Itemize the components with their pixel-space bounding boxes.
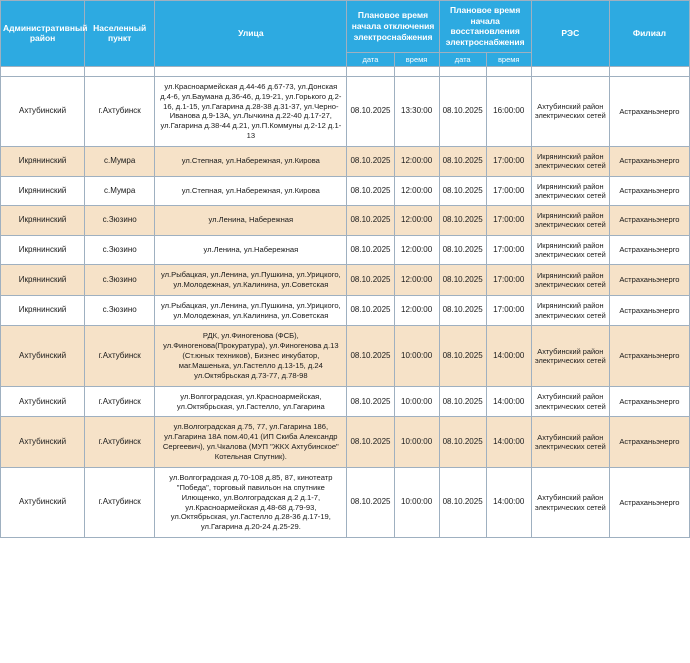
table-spacer-cell (85, 66, 155, 76)
cell-off-date: 08.10.2025 (347, 265, 394, 296)
cell-branch: Астраханьэнерго (609, 417, 689, 467)
table-spacer-cell (439, 66, 486, 76)
cell-settlement: г.Ахтубинск (85, 386, 155, 417)
cell-res: Икрянинский район электрических сетей (531, 295, 609, 326)
cell-district: Ахтубинский (1, 326, 85, 386)
cell-settlement: с.Зюзино (85, 295, 155, 326)
table-row (1, 417, 690, 467)
cell-on-date: 08.10.2025 (439, 176, 486, 206)
table-spacer-cell (155, 66, 347, 76)
cell-off-time: 10:00:00 (394, 326, 439, 386)
column-header-district: Административный район (1, 1, 85, 67)
cell-res: Икрянинский район электрических сетей (531, 147, 609, 177)
cell-settlement: г.Ахтубинск (85, 76, 155, 146)
cell-res: Ахтубинский район электрических сетей (531, 76, 609, 146)
cell-settlement: г.Ахтубинск (85, 467, 155, 537)
cell-on-date: 08.10.2025 (439, 206, 486, 236)
table-spacer-cell (486, 66, 531, 76)
column-header-off-time: время (394, 52, 439, 66)
cell-street: ул.Красноармейская д.44-46 д.67-73, ул.Донская д.4-6, ул.Баумана д.36-46, д.19-21, ул.Горького д.2-16, д.1-15, ул.Гагарина д.28-38 д.31-37, ул.Черно-Иванова д.9-13А, ул.Лычкина д.22-40 д.17-27, ул.Гагарина д.38-44 д.21, ул.П.Коммуны д.2-12 д.1-13 (155, 76, 347, 146)
cell-on-time: 17:00:00 (486, 265, 531, 296)
cell-street: ул.Рыбацкая, ул.Ленина, ул.Пушкина, ул.Урицкого, ул.Молодежная, ул.Калинина, ул.Советская (155, 295, 347, 326)
cell-settlement: с.Зюзино (85, 206, 155, 236)
cell-district: Ахтубинский (1, 467, 85, 537)
cell-district: Ахтубинский (1, 76, 85, 146)
table-spacer-cell (1, 66, 85, 76)
table-body (1, 66, 690, 537)
cell-res: Ахтубинский район электрических сетей (531, 386, 609, 417)
cell-on-time: 17:00:00 (486, 206, 531, 236)
cell-branch: Астраханьэнерго (609, 326, 689, 386)
cell-on-date: 08.10.2025 (439, 265, 486, 296)
cell-off-time: 12:00:00 (394, 147, 439, 177)
table-row (1, 326, 690, 386)
column-header-res: РЭС (531, 1, 609, 67)
cell-off-time: 12:00:00 (394, 265, 439, 296)
cell-branch: Астраханьэнерго (609, 76, 689, 146)
cell-on-time: 17:00:00 (486, 147, 531, 177)
cell-district: Икрянинский (1, 206, 85, 236)
table-spacer-cell (347, 66, 394, 76)
column-header-branch: Филиал (609, 1, 689, 67)
cell-on-time: 16:00:00 (486, 76, 531, 146)
cell-off-time: 10:00:00 (394, 386, 439, 417)
cell-settlement: с.Зюзино (85, 265, 155, 296)
cell-res: Икрянинский район электрических сетей (531, 235, 609, 265)
cell-on-date: 08.10.2025 (439, 417, 486, 467)
table-spacer-cell (531, 66, 609, 76)
cell-street: ул.Волгоградская д.75, 77, ул.Гагарина 186, ул.Гагарина 18А пом.40,41 (ИП Скиба Александр Сергеевич), ул.Чкалова (МУП "ЖКХ Ахтубинское" Котельная Спутник). (155, 417, 347, 467)
column-header-planned-off: Плановое время начала отключения электроснабжения (347, 1, 439, 53)
cell-on-date: 08.10.2025 (439, 295, 486, 326)
table-row (1, 76, 690, 146)
cell-district: Икрянинский (1, 176, 85, 206)
cell-street: ул.Рыбацкая, ул.Ленина, ул.Пушкина, ул.Урицкого, ул.Молодежная, ул.Калинина, ул.Советская (155, 265, 347, 296)
cell-on-date: 08.10.2025 (439, 326, 486, 386)
cell-res: Ахтубинский район электрических сетей (531, 417, 609, 467)
cell-on-time: 17:00:00 (486, 235, 531, 265)
cell-on-date: 08.10.2025 (439, 235, 486, 265)
header-row-main (1, 1, 690, 53)
cell-district: Икрянинский (1, 147, 85, 177)
cell-res: Ахтубинский район электрических сетей (531, 326, 609, 386)
cell-off-date: 08.10.2025 (347, 235, 394, 265)
table-row (1, 176, 690, 206)
cell-street: ул.Волгоградская, ул.Красноармейская, ул.Октябрьская, ул.Гастелло, ул.Гагарина (155, 386, 347, 417)
cell-branch: Астраханьэнерго (609, 467, 689, 537)
cell-off-date: 08.10.2025 (347, 206, 394, 236)
cell-street: ул.Степная, ул.Набережная, ул.Кирова (155, 176, 347, 206)
cell-off-time: 10:00:00 (394, 467, 439, 537)
cell-res: Икрянинский район электрических сетей (531, 265, 609, 296)
table-row (1, 206, 690, 236)
cell-off-date: 08.10.2025 (347, 386, 394, 417)
cell-off-date: 08.10.2025 (347, 467, 394, 537)
table-row (1, 295, 690, 326)
cell-on-date: 08.10.2025 (439, 467, 486, 537)
cell-street: ул.Степная, ул.Набережная, ул.Кирова (155, 147, 347, 177)
column-header-settlement: Населенный пункт (85, 1, 155, 67)
cell-district: Ахтубинский (1, 386, 85, 417)
cell-off-date: 08.10.2025 (347, 295, 394, 326)
table-spacer-cell (609, 66, 689, 76)
cell-on-date: 08.10.2025 (439, 386, 486, 417)
cell-branch: Астраханьэнерго (609, 295, 689, 326)
cell-district: Икрянинский (1, 265, 85, 296)
cell-on-time: 14:00:00 (486, 326, 531, 386)
cell-off-date: 08.10.2025 (347, 76, 394, 146)
cell-off-time: 12:00:00 (394, 206, 439, 236)
cell-street: ул.Ленина, ул.Набережная (155, 235, 347, 265)
column-header-on-date: дата (439, 52, 486, 66)
cell-settlement: г.Ахтубинск (85, 417, 155, 467)
cell-on-time: 14:00:00 (486, 467, 531, 537)
cell-off-date: 08.10.2025 (347, 147, 394, 177)
cell-res: Икрянинский район электрических сетей (531, 206, 609, 236)
table-row (1, 467, 690, 537)
cell-off-time: 10:00:00 (394, 417, 439, 467)
cell-settlement: с.Зюзино (85, 235, 155, 265)
cell-on-time: 14:00:00 (486, 386, 531, 417)
cell-on-date: 08.10.2025 (439, 76, 486, 146)
cell-street: ул.Ленина, Набережная (155, 206, 347, 236)
cell-branch: Астраханьэнерго (609, 265, 689, 296)
cell-settlement: г.Ахтубинск (85, 326, 155, 386)
cell-off-date: 08.10.2025 (347, 176, 394, 206)
cell-off-time: 12:00:00 (394, 295, 439, 326)
cell-on-time: 14:00:00 (486, 417, 531, 467)
table-row (1, 235, 690, 265)
cell-off-date: 08.10.2025 (347, 417, 394, 467)
cell-res: Икрянинский район электрических сетей (531, 176, 609, 206)
cell-settlement: с.Мумра (85, 176, 155, 206)
cell-district: Икрянинский (1, 295, 85, 326)
cell-street: ул.Волгоградская д.70-108 д.85, 87, кинотеатр "Победа", торговый павильон на спутнике Илющенко, ул.Волгоградская д.2 д.1-7, ул.Красноармейская д.48-68 д.79-93, ул.Октябрьская, ул.Гастелло д.28-36 д.17-19, ул.Гагарина д.20-24 д.25-29. (155, 467, 347, 537)
column-header-on-time: время (486, 52, 531, 66)
column-header-street: Улица (155, 1, 347, 67)
cell-district: Икрянинский (1, 235, 85, 265)
table-header (1, 1, 690, 67)
cell-branch: Астраханьэнерго (609, 176, 689, 206)
table-spacer-row (1, 66, 690, 76)
cell-on-date: 08.10.2025 (439, 147, 486, 177)
table-row (1, 386, 690, 417)
cell-off-time: 12:00:00 (394, 235, 439, 265)
table-spacer-cell (394, 66, 439, 76)
table-row (1, 265, 690, 296)
cell-district: Ахтубинский (1, 417, 85, 467)
cell-off-date: 08.10.2025 (347, 326, 394, 386)
cell-branch: Астраханьэнерго (609, 386, 689, 417)
cell-off-time: 12:00:00 (394, 176, 439, 206)
column-header-planned-on: Плановое время начала восстановления электроснабжения (439, 1, 531, 53)
cell-settlement: с.Мумра (85, 147, 155, 177)
cell-on-time: 17:00:00 (486, 295, 531, 326)
cell-on-time: 17:00:00 (486, 176, 531, 206)
cell-off-time: 13:30:00 (394, 76, 439, 146)
cell-branch: Астраханьэнерго (609, 235, 689, 265)
cell-street: РДК, ул.Финогенова (ФСБ), ул.Финогенова(Прокуратура), ул.Финогенова д.13 (Ст.юных техников), Бизнес инкубатор, маг.Машенька, ул.Гастелло д.13-15, д.24 ул.Октябрьская д.73-77, д.78-98 (155, 326, 347, 386)
cell-branch: Астраханьэнерго (609, 206, 689, 236)
cell-res: Ахтубинский район электрических сетей (531, 467, 609, 537)
cell-branch: Астраханьэнерго (609, 147, 689, 177)
column-header-off-date: дата (347, 52, 394, 66)
table-row (1, 147, 690, 177)
